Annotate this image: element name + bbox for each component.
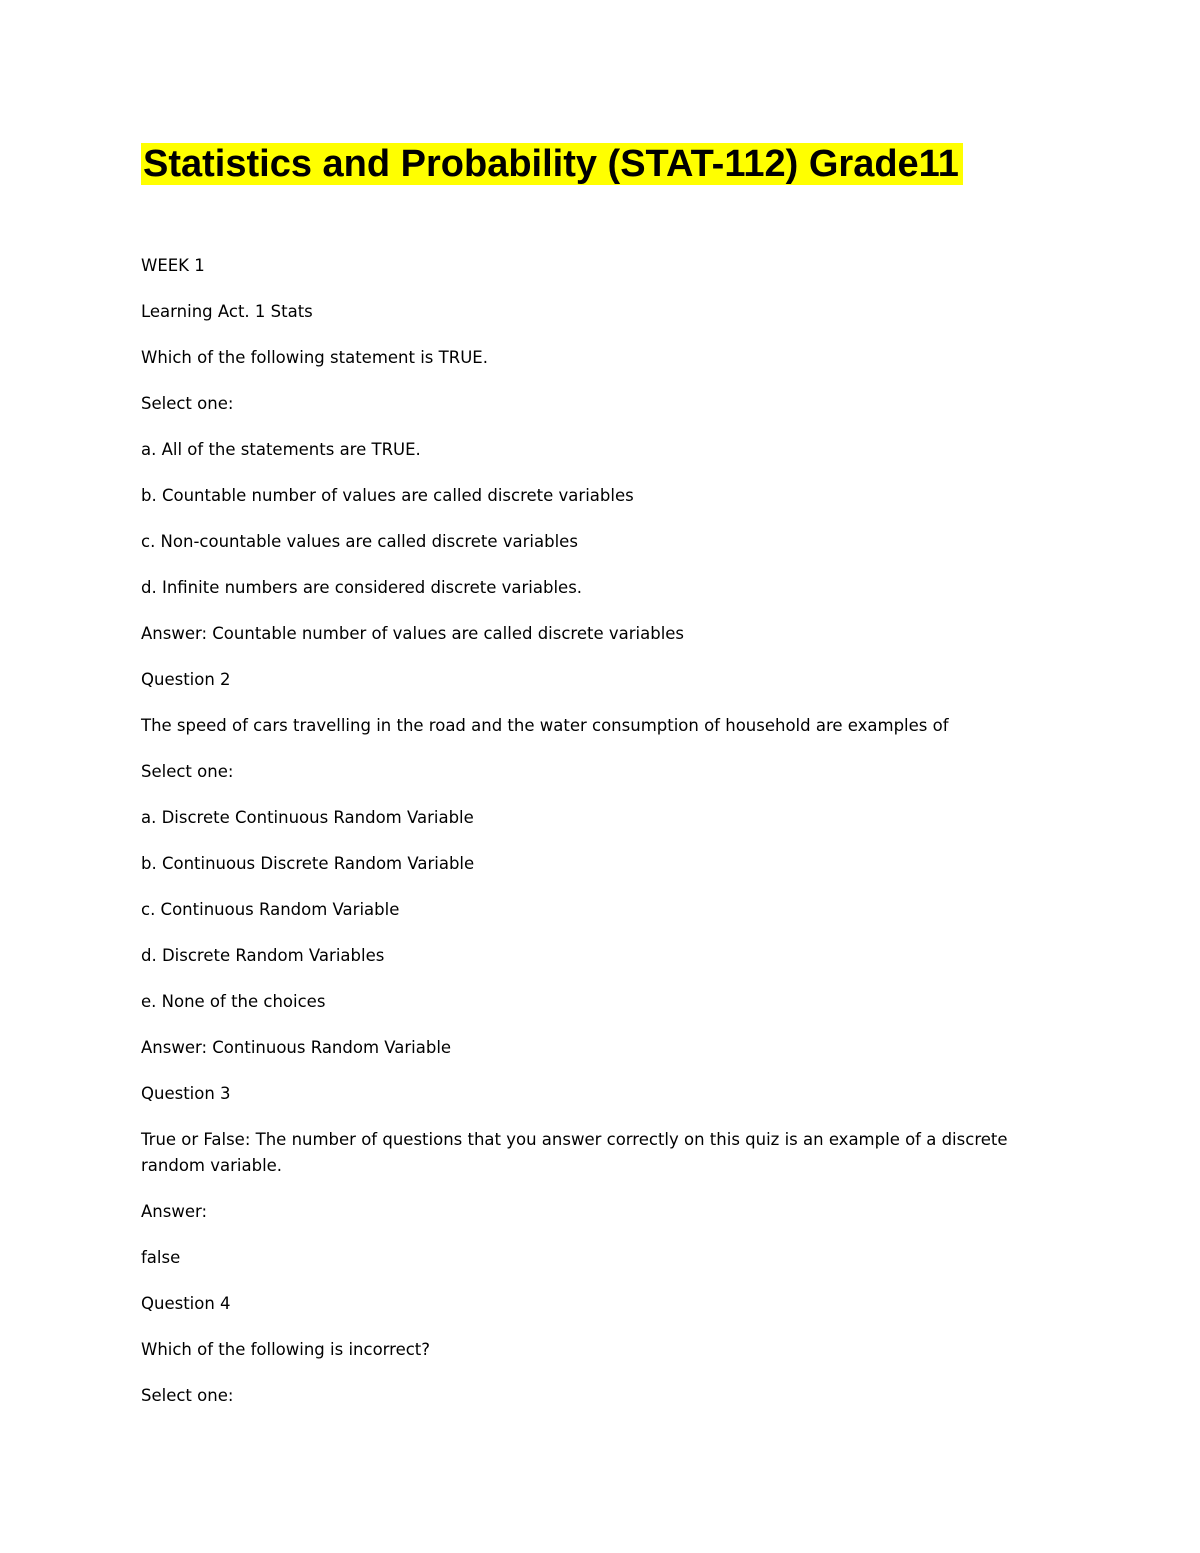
question-3-text: True or False: The number of questions that you answer correctly on this quiz is an example of a discrete random variable.	[141, 1130, 1008, 1175]
question-4-select-one: Select one:	[141, 1386, 234, 1405]
document-title	[141, 141, 963, 187]
question-2-answer: Answer: Continuous Random Variable	[141, 1038, 452, 1057]
question-3-answer-label: Answer:	[141, 1202, 208, 1221]
question-1-option-a: a. All of the statements are TRUE.	[141, 440, 421, 459]
question-2-heading: Question 2	[141, 670, 231, 689]
question-1-answer: Answer: Countable number of values are called discrete variables	[141, 624, 685, 643]
question-2-select-one: Select one:	[141, 762, 234, 781]
question-1-select-one: Select one:	[141, 394, 234, 413]
question-2-option-b: b. Continuous Discrete Random Variable	[141, 854, 475, 873]
question-4-heading: Question 4	[141, 1294, 231, 1313]
question-1-option-c: c. Non-countable values are called discrete variables	[141, 532, 578, 551]
question-2-text: The speed of cars travelling in the road and the water consumption of household are examples of	[141, 716, 949, 735]
question-1-text: Which of the following statement is TRUE.	[141, 348, 488, 367]
question-1-option-d: d. Infinite numbers are considered discrete variables.	[141, 578, 583, 597]
question-3-heading: Question 3	[141, 1084, 231, 1103]
question-2-option-a: a. Discrete Continuous Random Variable	[141, 808, 474, 827]
question-2-option-e: e. None of the choices	[141, 992, 326, 1011]
question-4-text: Which of the following is incorrect?	[141, 1340, 431, 1359]
week-heading: WEEK 1	[141, 256, 205, 275]
question-2-option-c: c. Continuous Random Variable	[141, 900, 400, 919]
document-title-text: Statistics and Probability (STAT-112) Grade11	[141, 143, 963, 185]
question-2-option-d: d. Discrete Random Variables	[141, 946, 385, 965]
question-3-answer-value: false	[141, 1248, 181, 1267]
question-1-option-b: b. Countable number of values are called discrete variables	[141, 486, 634, 505]
activity-heading: Learning Act. 1 Stats	[141, 302, 313, 321]
